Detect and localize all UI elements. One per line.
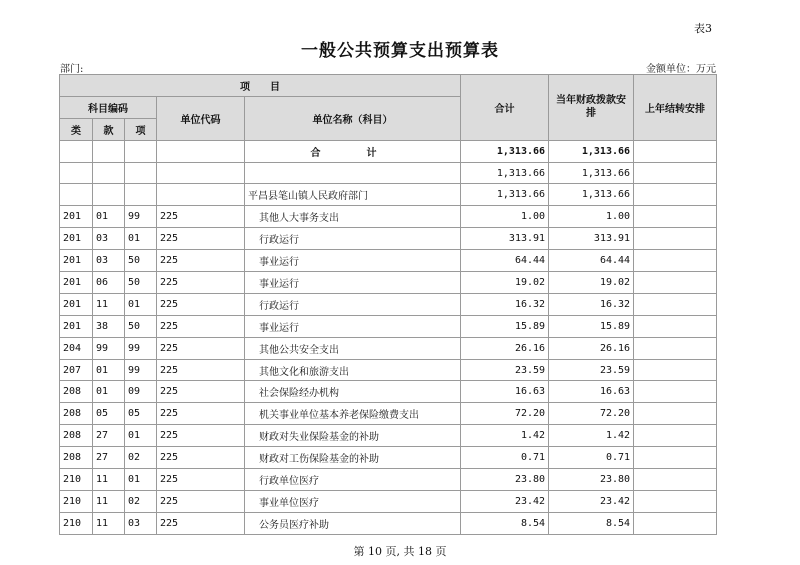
blank-current: 1,313.66 [549, 162, 634, 184]
header-kuan: 款 [93, 118, 125, 140]
cell-name: 事业运行 [245, 250, 461, 272]
table-row [60, 337, 717, 359]
header-last-year: 上年结转安排 [634, 75, 717, 141]
sheet-code: 表3 [694, 22, 712, 35]
cell-current: 23.80 [549, 469, 634, 491]
cell-name: 其他公共安全支出 [245, 337, 461, 359]
cell-lei: 201 [60, 206, 93, 228]
cell-name: 行政单位医疗 [245, 469, 461, 491]
cell-last [634, 293, 717, 315]
table-row [60, 228, 717, 250]
cell-unit-code: 225 [157, 228, 245, 250]
table-row [60, 512, 717, 534]
cell-current: 1.00 [549, 206, 634, 228]
cell-kuan: 06 [93, 272, 125, 294]
cell-total: 0.71 [461, 447, 549, 469]
cell-total: 23.59 [461, 359, 549, 381]
cell-current: 23.59 [549, 359, 634, 381]
cell-xiang: 03 [125, 512, 157, 534]
cell-kuan: 05 [93, 403, 125, 425]
header-unit-code: 单位代码 [157, 96, 245, 140]
cell-name: 财政对工伤保险基金的补助 [245, 447, 461, 469]
cell-kuan: 11 [93, 490, 125, 512]
cell-unit-code: 225 [157, 250, 245, 272]
table-row [60, 469, 717, 491]
cell-last [634, 206, 717, 228]
department-last [634, 184, 717, 206]
cell-last [634, 512, 717, 534]
cell-total: 16.32 [461, 293, 549, 315]
cell-current: 16.32 [549, 293, 634, 315]
cell-lei: 201 [60, 293, 93, 315]
cell-xiang: 50 [125, 272, 157, 294]
cell-last [634, 425, 717, 447]
cell-unit-code: 225 [157, 447, 245, 469]
cell-xiang: 05 [125, 403, 157, 425]
total-row [60, 140, 717, 162]
page-title: 一般公共预算支出预算表 [301, 41, 499, 61]
cell-xiang: 50 [125, 250, 157, 272]
cell-current: 1.42 [549, 425, 634, 447]
header-unit-name: 单位名称（科目） [245, 96, 461, 140]
cell-unit-code: 225 [157, 206, 245, 228]
cell-xiang: 01 [125, 228, 157, 250]
cell-unit-code: 225 [157, 403, 245, 425]
cell-kuan: 01 [93, 206, 125, 228]
cell-unit-code: 225 [157, 469, 245, 491]
unit-label: 金额单位：万元 [646, 64, 716, 75]
cell-total: 15.89 [461, 315, 549, 337]
cell-total: 19.02 [461, 272, 549, 294]
cell-kuan: 03 [93, 250, 125, 272]
cell-kuan: 38 [93, 315, 125, 337]
cell-last [634, 490, 717, 512]
cell-name: 事业运行 [245, 272, 461, 294]
cell-current: 0.71 [549, 447, 634, 469]
cell-last [634, 228, 717, 250]
cell-kuan: 27 [93, 447, 125, 469]
table-row [60, 272, 717, 294]
cell-name: 事业单位医疗 [245, 490, 461, 512]
table-row [60, 425, 717, 447]
cell-current: 23.42 [549, 490, 634, 512]
budget-table [59, 74, 717, 535]
cell-unit-code: 225 [157, 293, 245, 315]
cell-xiang: 02 [125, 447, 157, 469]
cell-xiang: 99 [125, 337, 157, 359]
department-current: 1,313.66 [549, 184, 634, 206]
cell-unit-code: 225 [157, 381, 245, 403]
blank-row [60, 162, 717, 184]
cell-total: 1.42 [461, 425, 549, 447]
cell-total: 23.42 [461, 490, 549, 512]
department-name: 平昌县笔山镇人民政府部门 [245, 184, 461, 206]
cell-lei: 210 [60, 490, 93, 512]
cell-last [634, 403, 717, 425]
cell-xiang: 99 [125, 206, 157, 228]
cell-last [634, 272, 717, 294]
cell-lei: 208 [60, 425, 93, 447]
table-row [60, 206, 717, 228]
blank-last [634, 162, 717, 184]
total-current: 1,313.66 [549, 140, 634, 162]
cell-name: 其他文化和旅游支出 [245, 359, 461, 381]
header-total: 合计 [461, 75, 549, 141]
cell-lei: 210 [60, 512, 93, 534]
cell-last [634, 469, 717, 491]
cell-kuan: 01 [93, 381, 125, 403]
cell-lei: 201 [60, 228, 93, 250]
cell-kuan: 11 [93, 293, 125, 315]
total-sum: 1,313.66 [461, 140, 549, 162]
cell-unit-code: 225 [157, 425, 245, 447]
cell-lei: 208 [60, 447, 93, 469]
cell-name: 事业运行 [245, 315, 461, 337]
cell-total: 8.54 [461, 512, 549, 534]
cell-total: 72.20 [461, 403, 549, 425]
cell-current: 15.89 [549, 315, 634, 337]
cell-xiang: 99 [125, 359, 157, 381]
cell-kuan: 01 [93, 359, 125, 381]
cell-kuan: 27 [93, 425, 125, 447]
table-row [60, 250, 717, 272]
cell-lei: 208 [60, 403, 93, 425]
table-header [60, 75, 717, 141]
cell-current: 64.44 [549, 250, 634, 272]
cell-xiang: 01 [125, 425, 157, 447]
cell-lei: 201 [60, 272, 93, 294]
cell-total: 23.80 [461, 469, 549, 491]
cell-total: 313.91 [461, 228, 549, 250]
cell-name: 社会保险经办机构 [245, 381, 461, 403]
cell-name: 公务员医疗补助 [245, 512, 461, 534]
cell-last [634, 381, 717, 403]
cell-xiang: 01 [125, 469, 157, 491]
cell-unit-code: 225 [157, 337, 245, 359]
cell-kuan: 11 [93, 512, 125, 534]
cell-current: 8.54 [549, 512, 634, 534]
cell-xiang: 09 [125, 381, 157, 403]
cell-name: 行政运行 [245, 228, 461, 250]
cell-lei: 204 [60, 337, 93, 359]
total-label: 合 计 [245, 140, 461, 162]
blank-total: 1,313.66 [461, 162, 549, 184]
header-current-year: 当年财政拨款安排 [549, 75, 634, 141]
cell-total: 16.63 [461, 381, 549, 403]
cell-last [634, 337, 717, 359]
table-row [60, 381, 717, 403]
cell-kuan: 99 [93, 337, 125, 359]
cell-last [634, 359, 717, 381]
cell-name: 行政运行 [245, 293, 461, 315]
table-row [60, 403, 717, 425]
table-row [60, 447, 717, 469]
header-subject-code: 科目编码 [60, 96, 157, 118]
cell-name: 机关事业单位基本养老保险缴费支出 [245, 403, 461, 425]
department-label: 部门: [60, 64, 84, 75]
cell-lei: 201 [60, 250, 93, 272]
header-lei: 类 [60, 118, 93, 140]
cell-xiang: 01 [125, 293, 157, 315]
cell-unit-code: 225 [157, 272, 245, 294]
cell-current: 72.20 [549, 403, 634, 425]
header-project: 项 目 [60, 75, 461, 97]
cell-xiang: 50 [125, 315, 157, 337]
cell-current: 19.02 [549, 272, 634, 294]
department-total: 1,313.66 [461, 184, 549, 206]
cell-xiang: 02 [125, 490, 157, 512]
cell-total: 26.16 [461, 337, 549, 359]
cell-kuan: 11 [93, 469, 125, 491]
cell-current: 313.91 [549, 228, 634, 250]
cell-lei: 201 [60, 315, 93, 337]
cell-name: 财政对失业保险基金的补助 [245, 425, 461, 447]
cell-unit-code: 225 [157, 315, 245, 337]
cell-current: 26.16 [549, 337, 634, 359]
header-xiang: 项 [125, 118, 157, 140]
cell-last [634, 250, 717, 272]
cell-total: 1.00 [461, 206, 549, 228]
cell-current: 16.63 [549, 381, 634, 403]
table-row [60, 293, 717, 315]
cell-unit-code: 225 [157, 359, 245, 381]
cell-kuan: 03 [93, 228, 125, 250]
department-row [60, 184, 717, 206]
table-row [60, 490, 717, 512]
page-footer: 第 10 页, 共 18 页 [353, 545, 447, 558]
table-row [60, 359, 717, 381]
cell-lei: 208 [60, 381, 93, 403]
cell-last [634, 315, 717, 337]
cell-unit-code: 225 [157, 512, 245, 534]
cell-lei: 207 [60, 359, 93, 381]
total-last [634, 140, 717, 162]
table-row [60, 315, 717, 337]
cell-lei: 210 [60, 469, 93, 491]
cell-unit-code: 225 [157, 490, 245, 512]
cell-name: 其他人大事务支出 [245, 206, 461, 228]
cell-total: 64.44 [461, 250, 549, 272]
cell-last [634, 447, 717, 469]
